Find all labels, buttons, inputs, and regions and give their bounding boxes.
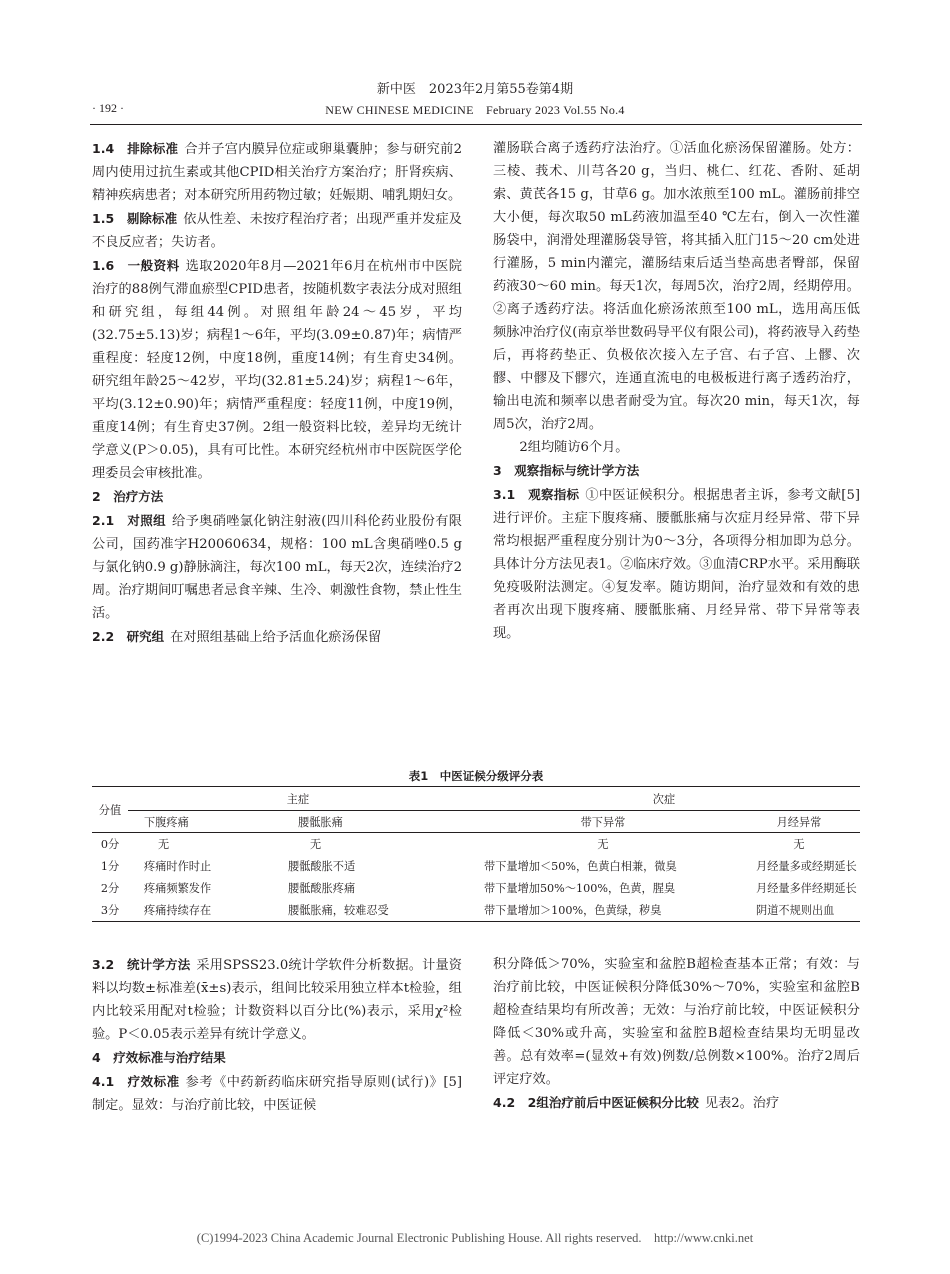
paragraph: 2组均随访6个月。 [519,440,629,455]
column-header: 带下异常 [468,811,738,833]
section-heading: 3 观察指标与统计学方法 [493,463,640,478]
column-header: 月经异常 [738,811,860,833]
paragraph: 3.1 观察指标 ①中医证候积分。根据患者主诉，参考文献[5]进行评价。主症下腹疼痛、腰骶胀痛与次症月经异常、带下异常均根据严重程度分别计为0～3分，各项得分相加即为总分。具体计分方法见表1。②临床疗效。③血清CRP水平。采用酶联免疫吸附法测定。④复发率。随访期间，治疗显效和有效的患者再次出现下腹疼痛、腰骶胀痛、月经异常、带下异常等表现。 [493,487,860,641]
score-table [92,766,860,922]
paragraph: 2.1 对照组 给予奥硝唑氯化钠注射液(四川科伦药业股份有限公司，国药准字H20060634，规格：100 mL含奥硝唑0.5 g与氯化钠0.9 g)静脉滴注，每次100 mL，每天2次，连续治疗2周。治疗期间叮嘱患者忌食辛辣、生冷、刺激性食物，禁止性生活。 [92,513,462,621]
paragraph: 1.6 一般资料 选取2020年8月—2021年6月在杭州市中医院治疗的88例气滞血瘀型CPID患者，按随机数字表法分成对照组和研究组，每组44例。对照组年龄24～45岁，平均(32.75±5.13)岁；病程1～6年，平均(3.09±0.87)年；病情严重程度：轻度12例，中度18例，重度14例；有生育史34例。研究组年龄25～42岁，平均(32.81±5.24)岁；病程1～6年，平均(3.12±0.90)年；病情严重程度：轻度11例，中度19例，重度14例；有生育史37例。2组一般资料比较，差异均无统计学意义(P＞0.05)，具有可比性。本研究经杭州市中医院医学伦理委员会审核批准。 [92,258,462,481]
table-row: 1分 疼痛时作时止 腰骶酸胀不适 带下量增加＜50%，色黄白相兼，微臭 月经量多或经期延长 [100,860,857,873]
copyright-footer: (C)1994-2023 China Academic Journal Electronic Publishing House. All rights reserved. http://www.cnki.net [196,1231,754,1245]
score-header: 分值 [92,787,128,833]
paragraph: 2.2 研究组 在对照组基础上给予活血化瘀汤保留 [92,629,382,645]
left-column-top [92,137,462,649]
section-heading: 4 疗效标准与治疗结果 [92,1050,226,1065]
table-title: 表1 中医证候分级评分表 [408,769,544,783]
paragraph: 3.2 统计学方法 采用SPSS23.0统计学软件分析数据。计量资料以均数±标准差(x̄±s)表示，组间比较采用独立样本t检验，组内比较采用配对t检验；计数资料以百分比(%)表示，采用χ²检验。P＜0.05表示差异有统计学意义。 [92,957,462,1042]
paragraph: 积分降低＞70%，实验室和盆腔B超检查基本正常；有效：与治疗前比较，中医证候积分降低30%～70%，实验室和盆腔B超检查结果均有所改善；无效：与治疗前比较，中医证候积分降低＜30%或升高，实验室和盆腔B超检查结果均无明显改善。总有效率=(显效+有效)例数/总例数×100%。治疗2周后评定疗效。 [493,957,860,1087]
table-row: 2分 疼痛频繁发作 腰骶酸胀疼痛 带下量增加50%～100%，色黄，腥臭 月经量多伴经期延长 [100,882,857,895]
column-header: 腰骶胀痛 [268,811,468,833]
journal-header: 新中医 2023年2月第55卷第4期 [376,82,574,97]
paragraph: 1.5 剔除标准 依从性差、未按疗程治疗者；出现严重并发症及不良反应者；失访者。 [92,211,462,250]
main-symptom-header: 主症 [128,787,468,811]
column-header: 下腹疼痛 [128,811,268,833]
paragraph: 4.2 2组治疗前后中医证候积分比较 见表2。治疗 [493,1095,780,1111]
header-rule [90,124,862,125]
journal-header-en: NEW CHINESE MEDICINE February 2023 Vol.55 No.4 [325,103,625,117]
table-row: 3分 疼痛持续存在 腰骶胀痛，较难忍受 带下量增加＞100%，色黄绿，秽臭 阴道不规则出血 [92,899,860,922]
paragraph: 4.1 疗效标准 参考《中药新药临床研究指导原则(试行)》[5]制定。显效：与治疗前比较，中医证候 [92,1074,462,1113]
table-row: 0分 无 无 无 无 [100,838,805,851]
section-heading: 2 治疗方法 [92,489,164,504]
paragraph: 灌肠联合离子透药疗法治疗。①活血化瘀汤保留灌肠。处方：三棱、莪术、川芎各20 g，当归、桃仁、红花、香附、延胡索、黄芪各15 g，甘草6 g。加水浓煎至100 mL。灌肠前排空大小便，每次取50 mL药液加温至40 ℃左右，倒入一次性灌肠袋中，润滑处理灌肠袋导管，将其插入肛门15～20 cm处进行灌肠，5 min内灌完，灌肠结束后适当垫高患者臀部，保留药液30～60 min。每天1次，每周5次，治疗2周，经期停用。②离子透药疗法。将活血化瘀汤浓煎至100 mL，选用高压低频脉冲治疗仪(南京举世数码导平仪有限公司)，将药液导入药垫后，再将药垫正、负极依次接入左子宫、右子宫、上髎、次髎、中髎及下髎穴，连通直流电的电极板进行离子透药治疗，输出电流和频率以患者耐受为宜。每次20 min，每天1次，每周5次，治疗2周。 [493,141,860,432]
right-column-bottom [493,953,860,1115]
paragraph: 1.4 排除标准 合并子宫内膜异位症或卵巢囊肿；参与研究前2周内使用过抗生素或其他CPID相关治疗方案治疗；肝肾疾病、精神疾病患者；对本研究所用药物过敏；妊娠期、哺乳期妇女。 [92,141,462,203]
page-number: · 192 · [92,101,124,115]
right-column-top [493,137,860,645]
secondary-symptom-header: 次症 [468,787,860,811]
left-column-bottom [92,953,462,1117]
